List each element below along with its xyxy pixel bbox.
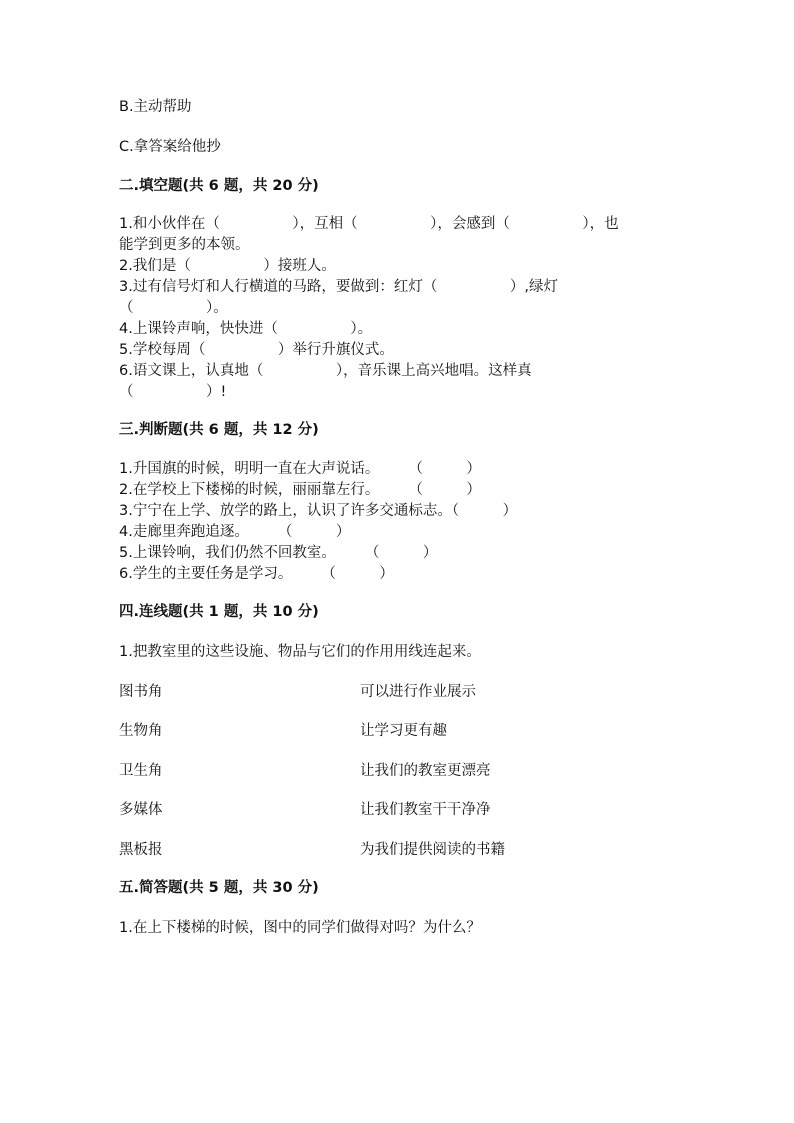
match-left-2: 生物角 [119,723,163,739]
option-c: C.拿答案给他抄 [119,139,221,155]
fill-line-9: （ ）! [119,384,227,400]
judge-line-1: 1.升国旗的时候，明明一直在大声说话。 （ ） [119,461,481,477]
judge-line-4: 4.走廊里奔跑追逐。 （ ） [119,524,351,540]
judge-line-3: 3.宁宁在上学、放学的路上，认识了许多交通标志。（ ） [119,503,518,519]
match-right-5: 为我们提供阅读的书籍 [360,842,505,858]
fill-line-4: 3.过有信号灯和人行横道的马路，要做到：红灯（ ）,绿灯 [119,279,558,295]
match-left-4: 多媒体 [119,802,163,818]
section5-title: 五.简答题(共 5 题，共 30 分) [119,880,319,896]
match-left-1: 图书角 [119,684,163,700]
judge-line-5: 5.上课铃响，我们仍然不回教室。 （ ） [119,545,438,561]
judge-line-6: 6.学生的主要任务是学习。 （ ） [119,566,394,582]
fill-line-7: 5.学校每周（ ）举行升旗仪式。 [119,342,394,358]
option-b: B.主动帮助 [119,99,192,115]
fill-line-6: 4.上课铃声响，快快进（ ）。 [119,321,373,337]
match-left-3: 卫生角 [119,763,163,779]
fill-line-1: 1.和小伙伴在（ ），互相（ ），会感到（ ），也 [119,216,619,232]
match-right-3: 让我们的教室更漂亮 [360,763,491,779]
short-answer-question: 1.在上下楼梯的时候，图中的同学们做得对吗？为什么？ [119,920,481,936]
section3-title: 三.判断题(共 6 题，共 12 分) [119,422,319,438]
match-left-5: 黑板报 [119,842,163,858]
fill-line-3: 2.我们是（ ）接班人。 [119,258,336,274]
section2-title: 二.填空题(共 6 题，共 20 分) [119,178,319,194]
match-right-1: 可以进行作业展示 [360,684,476,700]
section4-title: 四.连线题(共 1 题，共 10 分) [119,604,319,620]
match-right-2: 让学习更有趣 [360,723,447,739]
match-right-4: 让我们教室干干净净 [360,802,491,818]
judge-line-2: 2.在学校上下楼梯的时候，丽丽靠左行。 （ ） [119,482,481,498]
fill-line-8: 6.语文课上，认真地（ ），音乐课上高兴地唱。这样真 [119,363,532,379]
fill-line-5: （ ）。 [119,300,228,316]
match-question: 1.把教室里的这些设施、物品与它们的作用用线连起来。 [119,644,481,660]
fill-line-2: 能学到更多的本领。 [119,237,250,253]
